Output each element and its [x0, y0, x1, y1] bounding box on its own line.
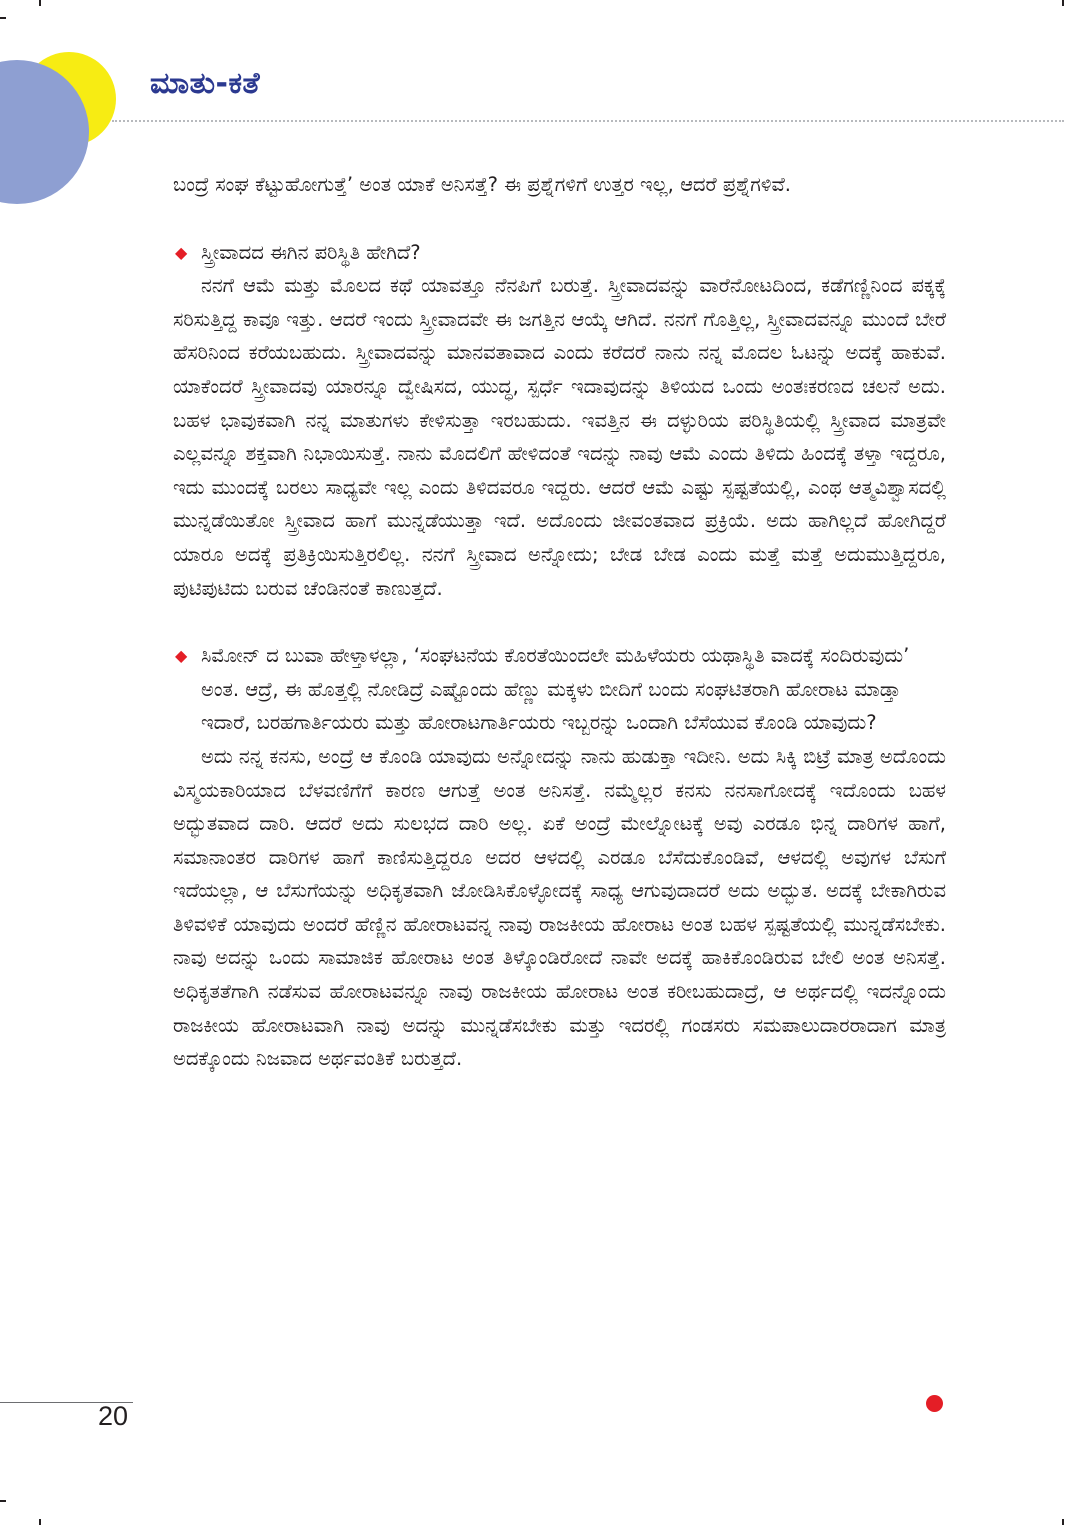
diamond-bullet-icon: ◆: [175, 646, 188, 666]
crop-mark: [0, 1500, 6, 1502]
question: [173, 639, 946, 740]
page-number: 20: [98, 1401, 129, 1431]
crop-mark: [1062, 0, 1064, 6]
question: [173, 236, 946, 270]
question-text: ಸ್ತ್ರೀವಾದದ ಈಗಿನ ಪರಿಸ್ಥಿತಿ ಹೇಗಿದೆ?: [201, 240, 421, 264]
end-marker-dot-icon: [926, 1395, 943, 1412]
crop-mark: [39, 0, 41, 6]
paragraph: ಬಂದ್ರೆ ಸಂಘ ಕೆಟ್ಟುಹೋಗುತ್ತೆ’ ಅಂತ ಯಾಕೆ ಅನಿಸತ್ತೆ? ಈ ಪ್ರಶ್ನೆಗಳಿಗೆ ಉತ್ತರ ಇಲ್ಲ, ಆದರೆ ಪ್ರಶ್ನೆಗಳಿವೆ.: [173, 173, 791, 196]
dotted-divider: [112, 120, 1064, 122]
answer-paragraph: ಅದು ನನ್ನ ಕನಸು, ಅಂದ್ರೆ ಆ ಕೊಂಡಿ ಯಾವುದು ಅನ್ನೋದನ್ನು ನಾನು ಹುಡುಕ್ತಾ ಇದೀನಿ. ಅದು ಸಿಕ್ಕಿ ಬಿಟ್ರೆ ಮಾತ್ರ ಅದೊಂದು ವಿಸ್ಮಯಕಾರಿಯಾದ ಬೆಳವಣಿಗೆಗೆ ಕಾರಣ ಆಗುತ್ತೆ ಅಂತ ಅನಿಸತ್ತೆ. ನಮ್ಮೆಲ್ಲರ ಕನಸು ನನಸಾಗೋದಕ್ಕೆ ಇದೊಂದು ಬಹಳ ಅದ್ಭುತವಾದ ದಾರಿ. ಆದರೆ ಅದು ಸುಲಭದ ದಾರಿ ಅಲ್ಲ. ಏಕೆ ಅಂದ್ರೆ ಮೇಲ್ನೋಟಕ್ಕೆ ಅವು ಎರಡೂ ಭಿನ್ನ ದಾರಿಗಳ ಹಾಗೆ, ಸಮಾನಾಂತರ ದಾರಿಗಳ ಹಾಗೆ ಕಾಣಿಸುತ್ತಿದ್ದರೂ ಅದರ ಆಳದಲ್ಲಿ ಎರಡೂ ಬೆಸೆದುಕೊಂಡಿವೆ, ಆಳದಲ್ಲಿ ಅವುಗಳ ಬೆಸುಗೆ ಇದೆಯಲ್ಲಾ, ಆ ಬೆಸುಗೆಯನ್ನು ಅಧಿಕೃತವಾಗಿ ಜೋಡಿಸಿಕೊಳ್ಳೋದಕ್ಕೆ ಸಾಧ್ಯ ಆಗುವುದಾದರೆ ಅದು ಅದ್ಭುತ. ಅದಕ್ಕೆ ಬೇಕಾಗಿರುವ ತಿಳಿವಳಿಕೆ ಯಾವುದು ಅಂದರೆ ಹೆಣ್ಣಿನ ಹೋರಾಟವನ್ನ ನಾವು ರಾಜಕೀಯ ಹೋರಾಟ ಅಂತ ಬಹಳ ಸ್ಪಷ್ಟತೆಯಲ್ಲಿ ಮುನ್ನಡೆಸಬೇಕು. ನಾವು ಅದನ್ನು ಒಂದು ಸಾಮಾಜಿಕ ಹೋರಾಟ ಅಂತ ತಿಳ್ಕೊಂಡಿರೋದೆ ನಾವೇ ಅದಕ್ಕೆ ಹಾಕಿಕೊಂಡಿರುವ ಬೇಲಿ ಅಂತ ಅನಿಸತ್ತೆ. ಅಧಿಕೃತತೆಗಾಗಿ ನಡೆಸುವ ಹೋರಾಟವನ್ನೂ ನಾವು ರಾಜಕೀಯ ಹೋರಾಟ ಅಂತ ಕರೀಬಹುದಾದ್ರೆ, ಆ ಅರ್ಥದಲ್ಲಿ ಇದನ್ನೊಂದು ರಾಜಕೀಯ ಹೋರಾಟವಾಗಿ ನಾವು ಅದನ್ನು ಮುನ್ನಡೆಸಬೇಕು ಮತ್ತು ಇದರಲ್ಲಿ ಗಂಡಸರು ಸಮಪಾಲುದಾರರಾದಾಗ ಮಾತ್ರ ಅದಕ್ಕೊಂದು ನಿಜವಾದ ಅರ್ಥವಂತಿಕೆ ಬರುತ್ತದೆ.: [173, 744, 946, 1071]
crop-mark: [0, 17, 6, 19]
diamond-bullet-icon: ◆: [175, 242, 188, 262]
crop-mark: [1062, 1519, 1064, 1525]
question-text: ಸಿಮೋನ್ ದ ಬುವಾ ಹೇಳ್ತಾಳಲ್ಲಾ, ‘ಸಂಘಟನೆಯ ಕೊರತೆಯಿಂದಲೇ ಮಹಿಳೆಯರು ಯಥಾಸ್ಥಿತಿ ವಾದಕ್ಕೆ ಸಂದಿರುವುದು’ ಅಂತ. ಆದ್ರೆ, ಈ ಹೊತ್ತಲ್ಲಿ ನೋಡಿದ್ರೆ ಎಷ್ಟೊಂದು ಹೆಣ್ಣು ಮಕ್ಕಳು ಬೀದಿಗೆ ಬಂದು ಸಂಘಟಿತರಾಗಿ ಹೋರಾಟ ಮಾಡ್ತಾ ಇದಾರೆ, ಬರಹಗಾರ್ತಿಯರು ಮತ್ತು ಹೋರಾಟಗಾರ್ತಿಯರು ಇಬ್ಬರನ್ನು ಒಂದಾಗಿ ಬೆಸೆಯುವ ಕೊಂಡಿ ಯಾವುದು?: [201, 644, 910, 735]
article-body: [173, 168, 946, 1076]
crop-mark: [39, 1519, 41, 1525]
section-title: ಮಾತು-ಕತೆ: [150, 66, 261, 101]
answer-paragraph: ನನಗೆ ಆಮೆ ಮತ್ತು ಮೊಲದ ಕಥೆ ಯಾವತ್ತೂ ನೆನಪಿಗೆ ಬರುತ್ತೆ. ಸ್ತ್ರೀವಾದವನ್ನು ವಾರೆನೋಟದಿಂದ, ಕಡೆಗಣ್ಣಿನಿಂದ ಪಕ್ಕಕ್ಕೆ ಸರಿಸುತ್ತಿದ್ದ ಕಾವೂ ಇತ್ತು. ಆದರೆ ಇಂದು ಸ್ತ್ರೀವಾದವೇ ಈ ಜಗತ್ತಿನ ಆಯ್ಕೆ ಆಗಿದೆ. ನನಗೆ ಗೊತ್ತಿಲ್ಲ, ಸ್ತ್ರೀವಾದವನ್ನೂ ಮುಂದೆ ಬೇರೆ ಹೆಸರಿನಿಂದ ಕರೆಯಬಹುದು. ಸ್ತ್ರೀವಾದವನ್ನು ಮಾನವತಾವಾದ ಎಂದು ಕರೆದರೆ ನಾನು ನನ್ನ ಮೊದಲ ಓಟನ್ನು ಅದಕ್ಕೆ ಹಾಕುವೆ. ಯಾಕೆಂದರೆ ಸ್ತ್ರೀವಾದವು ಯಾರನ್ನೂ ದ್ವೇಷಿಸದ, ಯುದ್ಧ, ಸ್ಪರ್ಧೆ ಇದಾವುದನ್ನು ತಿಳಿಯದ ಒಂದು ಅಂತಃಕರಣದ ಚಲನೆ ಅದು. ಬಹಳ ಭಾವುಕವಾಗಿ ನನ್ನ ಮಾತುಗಳು ಕೇಳಿಸುತ್ತಾ ಇರಬಹುದು. ಇವತ್ತಿನ ಈ ದಳ್ಳುರಿಯ ಪರಿಸ್ಥಿತಿಯಲ್ಲಿ ಸ್ತ್ರೀವಾದ ಮಾತ್ರವೇ ಎಲ್ಲವನ್ನೂ ಶಕ್ತವಾಗಿ ನಿಭಾಯಿಸುತ್ತೆ. ನಾನು ಮೊದಲಿಗೆ ಹೇಳಿದಂತೆ ಇದನ್ನು ನಾವು ಆಮೆ ಎಂದು ತಿಳಿದು ಹಿಂದಕ್ಕೆ ತಳ್ತಾ ಇದ್ದರೂ, ಇದು ಮುಂದಕ್ಕೆ ಬರಲು ಸಾಧ್ಯವೇ ಇಲ್ಲ ಎಂದು ತಿಳಿದವರೂ ಇದ್ದರು. ಆದರೆ ಆಮೆ ಎಷ್ಟು ಸ್ಪಷ್ಟತೆಯಲ್ಲಿ, ಎಂಥ ಆತ್ಮವಿಶ್ವಾಸದಲ್ಲಿ ಮುನ್ನಡೆಯಿತೋ ಸ್ತ್ರೀವಾದ ಹಾಗೆ ಮುನ್ನಡೆಯುತ್ತಾ ಇದೆ. ಅದೊಂದು ಜೀವಂತವಾದ ಪ್ರಕ್ರಿಯೆ. ಅದು ಹಾಗಿಲ್ಲದೆ ಹೋಗಿದ್ದರೆ ಯಾರೂ ಅದಕ್ಕೆ ಪ್ರತಿಕ್ರಿಯಿಸುತ್ತಿರಲಿಲ್ಲ. ನನಗೆ ಸ್ತ್ರೀವಾದ ಅನ್ನೋದು; ಬೇಡ ಬೇಡ ಎಂದು ಮತ್ತೆ ಮತ್ತೆ ಅದುಮುತ್ತಿದ್ದರೂ, ಪುಟಿಪುಟಿದು ಬರುವ ಚೆಂಡಿನಂತೆ ಕಾಣುತ್ತದೆ.: [173, 274, 946, 600]
